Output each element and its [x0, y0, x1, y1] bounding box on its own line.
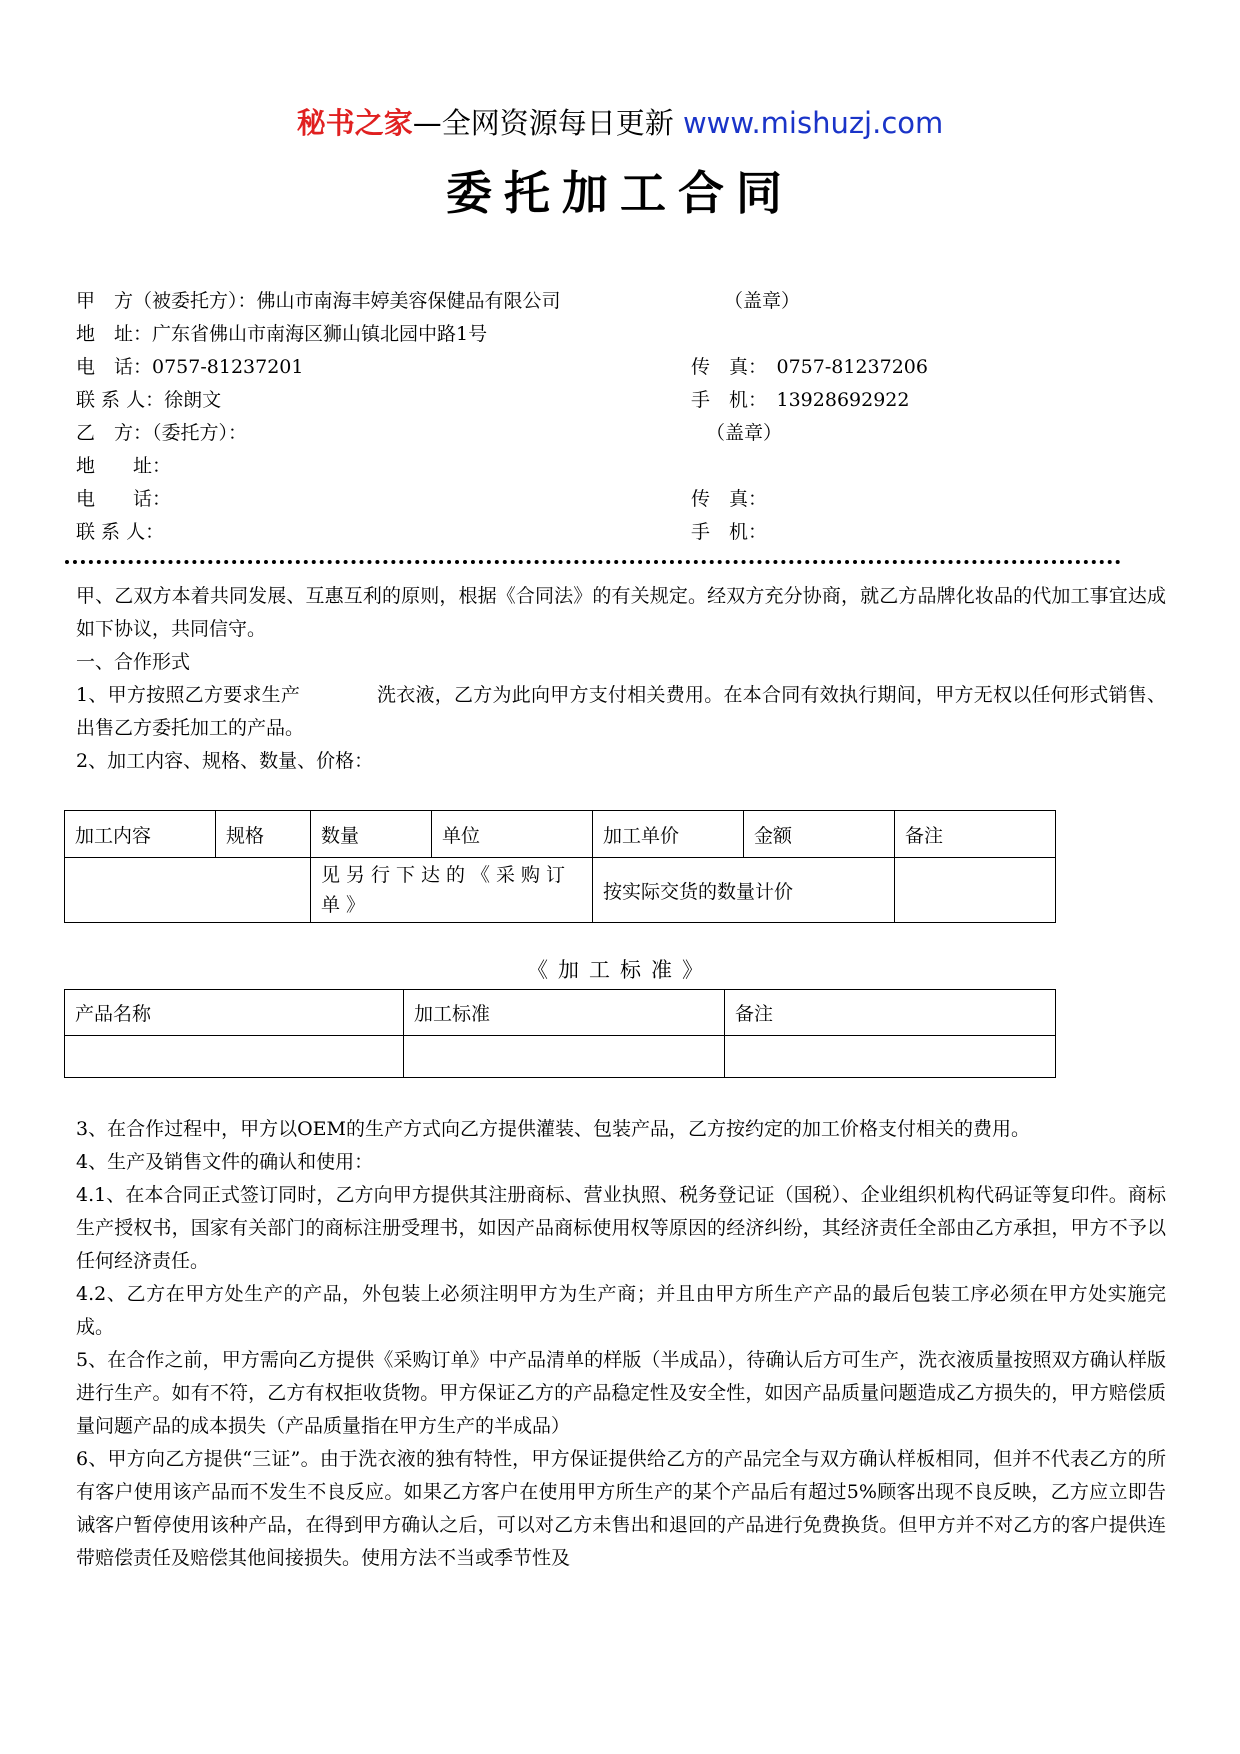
table-header-cell: 产品名称 [65, 990, 404, 1036]
dotted-divider [65, 560, 1121, 564]
party-b-phone: 电 话： [76, 488, 172, 510]
party-a-address: 地 址：广东省佛山市南海区狮山镇北园中路1号 [76, 323, 488, 345]
intro-paragraph: 甲、乙双方本着共同发展、互惠互利的原则，根据《合同法》的有关规定。经双方充分协商，就乙方品牌化妆品的代加工事宜达成如下协议，共同信守。 [76, 585, 1166, 640]
party-b-name: 乙 方：（委托方）： [76, 422, 248, 444]
clause-5: 5、在合作之前，甲方需向乙方提供《采购订单》中产品清单的样版（半成品），待确认后方可生产，洗衣液质量按照双方确认样版进行生产。如有不符，乙方有权拒收货物。甲方保证乙方的产品稳定性及安全性，如因产品质量问题造成乙方损失的，甲方赔偿质量问题产品的成本损失（产品质量指在甲方生产的半成品） [76, 1349, 1166, 1437]
table-header-cell: 加工单价 [593, 811, 744, 858]
clause-4: 4、生产及销售文件的确认和使用： [76, 1151, 374, 1173]
party-b-mobile: 手 机： [691, 521, 768, 543]
table-row [65, 858, 1056, 923]
standard-section-title: 《加工标准》 [527, 958, 713, 982]
table-cell [404, 1036, 725, 1078]
site-header [0, 103, 1240, 143]
party-a-fax: 传 真： 0757-81237206 [691, 356, 928, 378]
section-heading: 一、合作形式 [76, 651, 191, 673]
intro-section [76, 580, 1166, 778]
party-a-phone: 电 话：0757-81237201 [76, 356, 304, 378]
header-slogan: —全网资源每日更新 [412, 106, 683, 140]
table-cell-pricing-note: 按实际交货的数量计价 [593, 858, 895, 923]
table-header-cell: 规格 [216, 811, 311, 858]
table-header-cell: 加工内容 [65, 811, 216, 858]
table-header-cell: 单位 [432, 811, 593, 858]
table-header-row [65, 811, 1056, 858]
clause-1: 1、甲方按照乙方要求生产 洗衣液，乙方为此向甲方支付相关费用。在本合同有效执行期间，甲方无权以任何形式销售、出售乙方委托加工的产品。 [76, 684, 1166, 739]
party-b-seal: （盖章） [706, 422, 783, 444]
clauses-section [76, 1113, 1166, 1575]
table-row [65, 1036, 1056, 1078]
party-b-address: 地 址： [76, 455, 172, 477]
table-cell-order-note: 见另行下达的《采购订单》 [311, 858, 593, 923]
table-header-cell: 数量 [311, 811, 432, 858]
table-cell [725, 1036, 1056, 1078]
table-header-row [65, 990, 1056, 1036]
table-cell [65, 1036, 404, 1078]
party-info [76, 285, 1200, 549]
clause-4-1: 4.1、在本合同正式签订同时，乙方向甲方提供其注册商标、营业执照、税务登记证（国税）、企业组织机构代码证等复印件。商标生产授权书，国家有关部门的商标注册受理书，如因产品商标使用权等原因的经济纠纷，其经济责任全部由乙方承担，甲方不予以任何经济责任。 [76, 1184, 1166, 1272]
standard-table [64, 989, 1056, 1078]
clause-6: 6、甲方向乙方提供“三证”。由于洗衣液的独有特性，甲方保证提供给乙方的产品完全与双方确认样板相同，但并不代表乙方的所有客户使用该产品而不发生不良反应。如果乙方客户在使用甲方所生产的某个产品后有超过5%顾客出现不良反映，乙方应立即告诫客户暂停使用该种产品，在得到甲方确认之后，可以对乙方未售出和退回的产品进行免费换货。但甲方并不对乙方的客户提供连带赔偿责任及赔偿其他间接损失。使用方法不当或季节性及 [76, 1448, 1166, 1569]
party-a-seal: （盖章） [724, 290, 801, 312]
brand-name: 秘书之家 [296, 106, 413, 140]
processing-table [64, 810, 1056, 923]
site-url-link[interactable]: www.mishuzj.com [682, 106, 944, 140]
table-header-cell: 备注 [725, 990, 1056, 1036]
table-header-cell: 备注 [895, 811, 1056, 858]
table-header-cell: 加工标准 [404, 990, 725, 1036]
table-header-cell: 金额 [744, 811, 895, 858]
clause-4-2: 4.2、乙方在甲方处生产的产品，外包装上必须注明甲方为生产商；并且由甲方所生产产品的最后包装工序必须在甲方处实施完成。 [76, 1283, 1166, 1338]
document-title: 委托加工合同 [446, 166, 794, 220]
clause-3: 3、在合作过程中，甲方以OEM的生产方式向乙方提供灌装、包装产品，乙方按约定的加工价格支付相关的费用。 [76, 1118, 1030, 1140]
party-a-contact: 联 系 人：徐朗文 [76, 389, 222, 411]
table-cell [65, 858, 311, 923]
party-b-contact: 联 系 人： [76, 521, 165, 543]
table-cell [895, 858, 1056, 923]
party-a-mobile: 手 机： 13928692922 [691, 389, 910, 411]
clause-2: 2、加工内容、规格、数量、价格： [76, 750, 374, 772]
party-a-name: 甲 方（被委托方）：佛山市南海丰婷美容保健品有限公司 [76, 290, 561, 312]
party-b-fax: 传 真： [691, 488, 768, 510]
